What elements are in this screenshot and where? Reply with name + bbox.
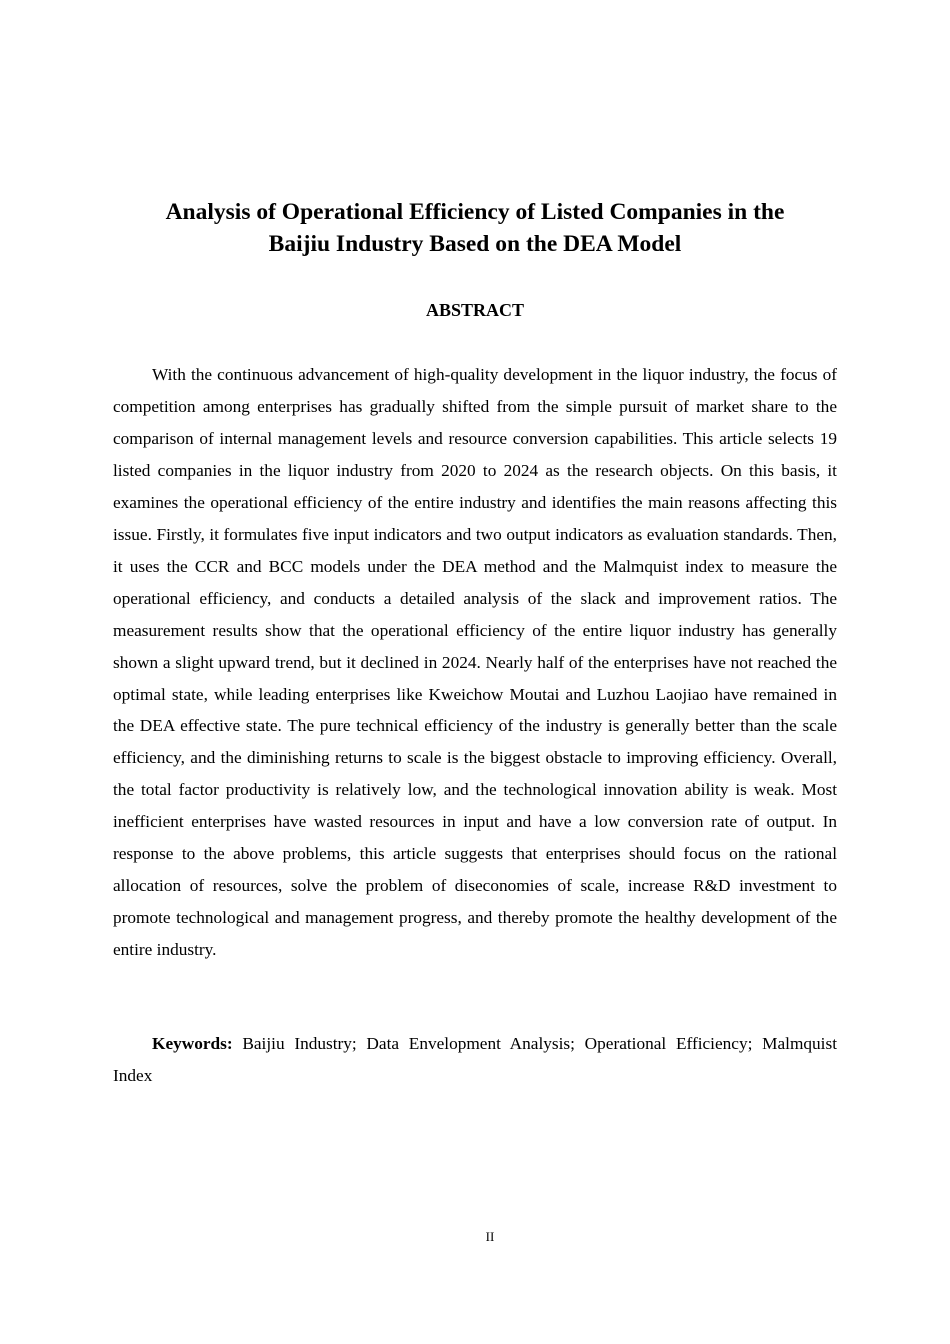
abstract-body: With the continuous advancement of high-quality development in the liquor industry, the focus of competition among enterprises has gradually shifted from the simple pursuit of market share to the comparison of internal management levels and resource conversion capabilities. This article selects 19 listed companies in the liquor industry from 2020 to 2024 as the research objects. On this basis, it examines the operational efficiency of the entire industry and identifies the main reasons affecting this issue. Firstly, it formulates five input indicators and two output indicators as evaluation standards. Then, it uses the CCR and BCC models under the DEA method and the Malmquist index to measure the operational efficiency, and conducts a detailed analysis of the slack and improvement ratios. The measurement results show that the operational efficiency of the entire liquor industry has generally shown a slight upward trend, but it declined in 2024. Nearly half of the enterprises have not reached the optimal state, while leading enterprises like Kweichow Moutai and Luzhou Laojiao have remained in the DEA effective state. The pure technical efficiency of the industry is generally better than the scale efficiency, and the diminishing returns to scale is the biggest obstacle to improving efficiency. Overall, the total factor productivity is relatively low, and the technological innovation ability is weak. Most inefficient enterprises have wasted resources in input and have a low conversion rate of output. In response to the above problems, this article suggests that enterprises should focus on the rational allocation of resources, solve the problem of diseconomies of scale, increase R&D investment to promote technological and management progress, and thereby promote the healthy development of the entire industry. bbox=[113, 365, 837, 960]
keywords-paragraph bbox=[113, 1028, 837, 1092]
paper-title-line-1: Analysis of Operational Efficiency of Listed Companies in the bbox=[165, 199, 785, 225]
page-number: II bbox=[485, 1229, 495, 1244]
paper-title-line-2: Baijiu Industry Based on the DEA Model bbox=[268, 231, 682, 257]
abstract-heading: ABSTRACT bbox=[425, 300, 525, 320]
paper-title bbox=[113, 196, 837, 260]
keywords-text: Baijiu Industry; Data Envelopment Analysis; Operational Efficiency; Malmquist Index bbox=[113, 1034, 837, 1085]
keywords-label: Keywords: bbox=[152, 1034, 233, 1053]
